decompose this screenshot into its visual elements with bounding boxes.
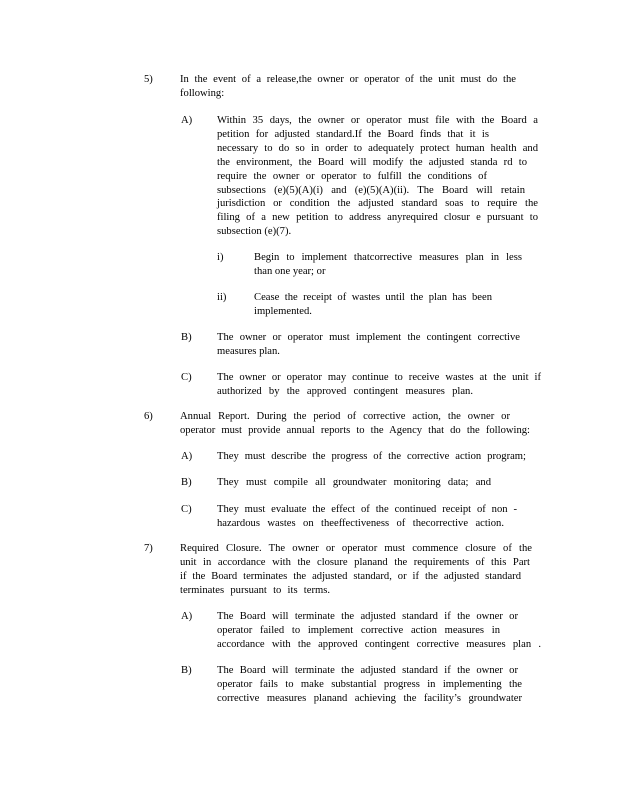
subitem-label: B) — [181, 332, 192, 343]
text-line: measures plan. — [217, 345, 280, 357]
text-line: filing of a new petition to address anyrequired closur e pursuant to — [217, 212, 538, 224]
text-line: jurisdiction or condition the adjusted standard soas to require the — [217, 198, 538, 210]
paragraph-text — [180, 542, 532, 598]
subitem-label: A) — [181, 115, 193, 126]
text-line: They must compile all groundwater monitoring data; and — [217, 477, 491, 488]
text-line: than one year; or — [254, 265, 326, 277]
text-line: operator fails to make substantial progress in implementing the — [217, 678, 522, 690]
paragraph-text — [180, 410, 530, 438]
text-line: require the owner or operator to fulfill the conditions of — [217, 170, 487, 182]
subitem-label: A) — [181, 611, 193, 622]
text-line: corrective measures planand achieving the facility’s groundwater — [217, 692, 522, 704]
subsubitem-label: ii) — [217, 292, 227, 303]
subsubparagraph-text — [254, 251, 522, 279]
text-line: implemented. — [254, 305, 312, 317]
subsubitem-label: i) — [217, 252, 224, 263]
subsubparagraph-text — [254, 291, 492, 319]
paragraph-text — [180, 73, 516, 101]
subitem-label: C) — [181, 504, 192, 515]
subitem-label: C) — [181, 372, 192, 383]
text-line: Within 35 days, the owner or operator must file with the Board a — [217, 115, 538, 126]
text-line: the environment, the Board will modify the adjusted standa rd to — [217, 156, 527, 168]
text-line: subsections (e)(5)(A)(i) and (e)(5)(A)(ii). The Board will retain — [217, 184, 525, 196]
subparagraph-text — [217, 610, 541, 652]
text-line: petition for adjusted standard.If the Board finds that it is — [217, 128, 489, 140]
text-line: subsection (e)(7). — [217, 226, 292, 238]
text-line: The owner or operator must implement the contingent corrective — [217, 332, 520, 343]
text-line: accordance with the approved contingent corrective measures plan . — [217, 638, 541, 650]
subitem-label: B) — [181, 665, 192, 676]
subparagraph-text — [217, 503, 517, 531]
text-line: terminates pursuant to its terms. — [180, 584, 330, 596]
text-line: operator failed to implement corrective action measures in — [217, 624, 500, 636]
text-line: The Board will terminate the adjusted standard if the owner or — [217, 611, 518, 622]
text-line: authorized by the approved contingent measures plan. — [217, 385, 473, 397]
text-line: Required Closure. The owner or operator must commence closure of the — [180, 543, 532, 554]
text-line: The owner or operator may continue to receive wastes at the unit if — [217, 372, 541, 383]
subparagraph-text — [217, 114, 538, 239]
subparagraph-text — [217, 331, 520, 359]
text-line: Begin to implement thatcorrective measures plan in less — [254, 252, 522, 263]
text-line: They must describe the progress of the corrective action program; — [217, 451, 526, 462]
text-line: following: — [180, 87, 225, 99]
text-line: Annual Report. During the period of corrective action, the owner or — [180, 411, 510, 422]
text-line: Cease the receipt of wastes until the plan has been — [254, 292, 492, 303]
item-number: 5) — [144, 74, 153, 85]
subitem-label: B) — [181, 477, 192, 488]
text-line: necessary to do so in order to adequately protect human health and — [217, 142, 538, 154]
subitem-label: A) — [181, 451, 193, 462]
text-line: The Board will terminate the adjusted standard if the owner or — [217, 665, 518, 676]
item-number: 6) — [144, 411, 153, 422]
subparagraph-text — [217, 450, 526, 464]
subparagraph-text — [217, 664, 522, 706]
subparagraph-text — [217, 371, 541, 399]
text-line: unit in accordance with the closure planand the requirements of this Part — [180, 556, 530, 568]
text-line: if the Board terminates the adjusted standard, or if the adjusted standard — [180, 570, 521, 582]
text-line: hazardous wastes on theeffectiveness of thecorrective action. — [217, 517, 504, 529]
text-line: operator must provide annual reports to the Agency that do the following: — [180, 424, 530, 436]
subparagraph-text — [217, 476, 491, 490]
text-line: They must evaluate the effect of the continued receipt of non - — [217, 504, 517, 515]
item-number: 7) — [144, 543, 153, 554]
text-line: In the event of a release,the owner or operator of the unit must do the — [180, 74, 516, 85]
